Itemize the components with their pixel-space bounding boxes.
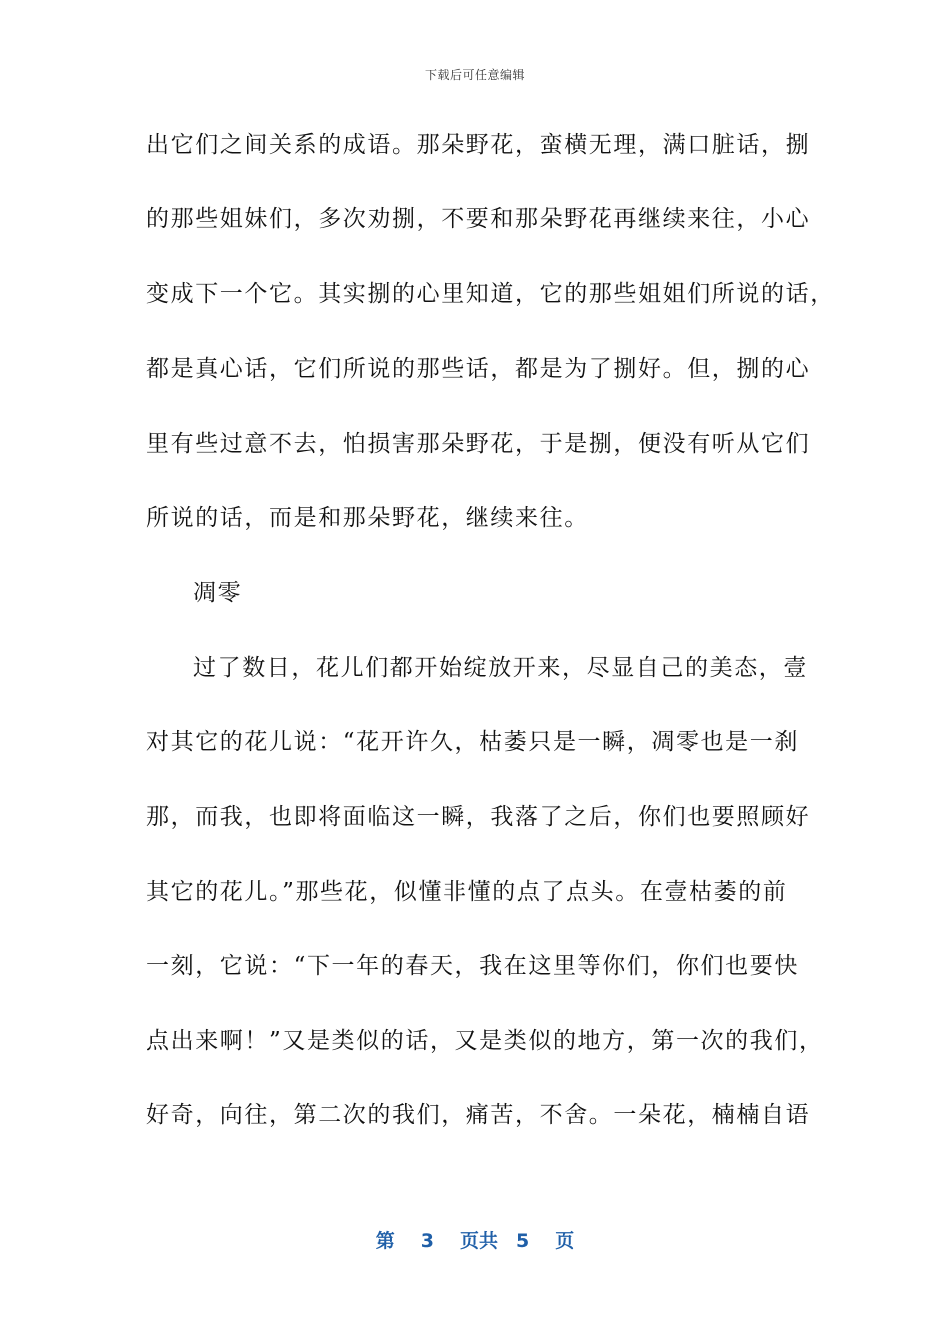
paragraph-line: 过了数日，花儿们都开始绽放开来，尽显自己的美态，壹 [193,655,808,681]
footer-middle: 页共 [459,1230,498,1252]
paragraph-line: 好奇，向往，第二次的我们，痛苦，不舍。一朵花，楠楠自语 [146,1102,811,1128]
paragraph-line: 其它的花儿。”那些花，似懂非懂的点了点头。在壹枯萎的前 [146,879,788,905]
paragraph-line: 那，而我，也即将面临这一瞬，我落了之后，你们也要照顾好 [146,804,811,830]
page-number-footer [0,1226,950,1253]
paragraph-line: 点出来啊！”又是类似的话，又是类似的地方，第一次的我们， [146,1028,824,1054]
paragraph-line: 都是真心话，它们所说的那些话，都是为了捌好。但，捌的心 [146,356,811,382]
footer-prefix: 第 [375,1230,395,1252]
paragraph-line: 变成下一个它。其实捌的心里知道，它的那些姐姐们所说的话， [146,281,835,307]
paragraph-line: 一刻，它说：“下一年的春天，我在这里等你们，你们也要快 [146,953,799,979]
paragraph-line: 所说的话，而是和那朵野花，继续来往。 [146,505,589,531]
header-note: 下载后可任意编辑 [424,68,525,82]
paragraph-line: 出它们之间关系的成语。那朵野花，蛮横无理，满口脏话，捌 [146,132,811,158]
paragraph-line: 里有些过意不去，怕损害那朵野花，于是捌，便没有听从它们 [146,431,811,457]
section-heading: 凋零 [193,580,243,606]
total-pages-number: 5 [516,1230,530,1252]
paragraph-line: 对其它的花儿说：“花开许久，枯萎只是一瞬，凋零也是一刹 [146,729,799,755]
paragraph-line: 的那些姐妹们，多次劝捌，不要和那朵野花再继续来往，小心 [146,206,811,232]
current-page-number: 3 [420,1230,434,1252]
footer-suffix: 页 [555,1230,575,1252]
